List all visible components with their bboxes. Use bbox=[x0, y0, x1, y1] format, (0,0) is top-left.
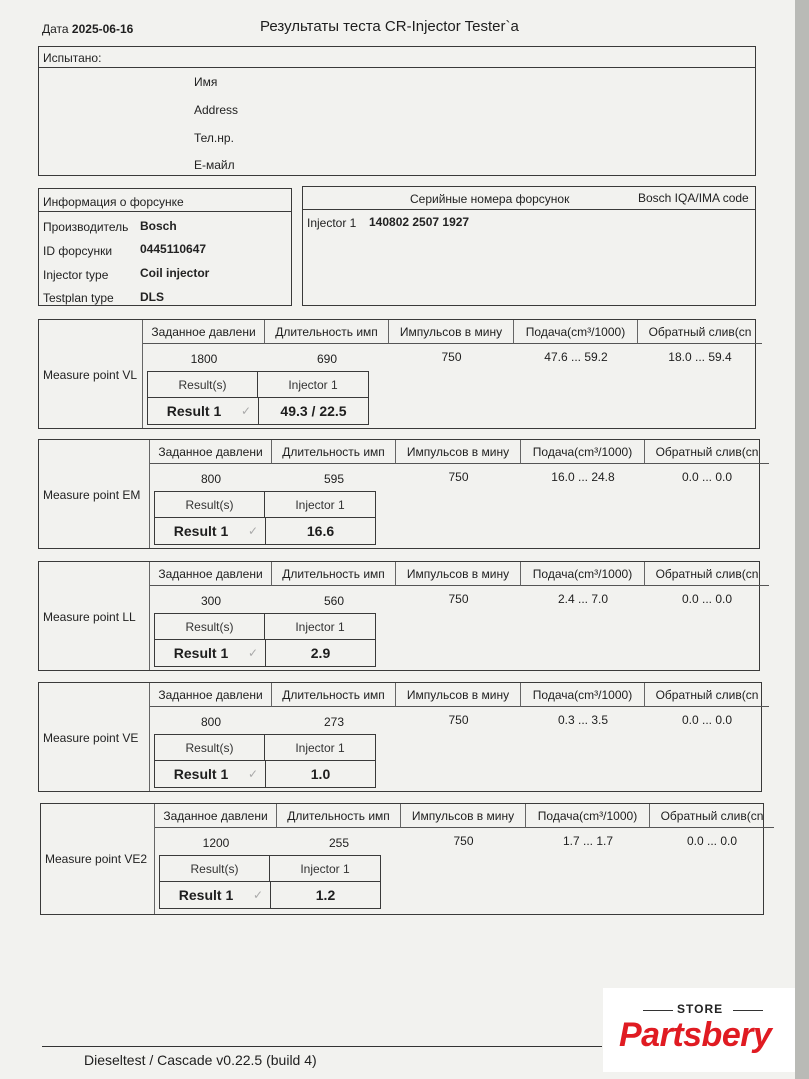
column-header-pressure: Заданное давлени bbox=[143, 320, 265, 344]
manufacturer-value: Bosch bbox=[140, 219, 177, 233]
result-value: 49.3 / 22.5 bbox=[258, 398, 368, 424]
column-header-delivery: Подача(cm³/1000) bbox=[514, 320, 638, 344]
measure-point-block bbox=[38, 682, 762, 792]
logo-store-text: STORE bbox=[677, 1002, 724, 1016]
date-label: Дата bbox=[42, 22, 69, 36]
injector-id-value: 0445110647 bbox=[140, 242, 207, 256]
value-duration: 560 bbox=[323, 594, 345, 608]
column-header-pressure: Заданное давлени bbox=[150, 440, 272, 464]
value-backflow: 0.0 ... 0.0 bbox=[681, 592, 733, 606]
result-header: Result(s) bbox=[155, 492, 265, 518]
injector-header: Injector 1 bbox=[258, 372, 368, 398]
measure-point-block bbox=[38, 561, 760, 671]
result-header: Result(s) bbox=[160, 856, 270, 882]
result-value: 16.6 bbox=[265, 518, 375, 544]
logo-rule-right bbox=[733, 1010, 763, 1011]
column-header-delivery: Подача(cm³/1000) bbox=[521, 562, 645, 586]
tested-field-address: Address bbox=[194, 103, 239, 117]
value-duration: 273 bbox=[323, 715, 345, 729]
column-header-delivery: Подача(cm³/1000) bbox=[521, 440, 645, 464]
column-header-pressure: Заданное давлени bbox=[155, 804, 277, 828]
value-backflow: 0.0 ... 0.0 bbox=[681, 713, 733, 727]
injector-header: Injector 1 bbox=[270, 856, 380, 882]
injector-header: Injector 1 bbox=[265, 492, 375, 518]
column-header-pulses: Импульсов в мину bbox=[396, 562, 521, 586]
result-value: 1.0 bbox=[265, 761, 375, 787]
result-table bbox=[147, 371, 369, 425]
result-label: Result 1 bbox=[173, 645, 229, 661]
injector-header: Injector 1 bbox=[265, 735, 375, 761]
column-header-pulses: Импульсов в мину bbox=[396, 683, 521, 707]
injector-type-value: Coil injector bbox=[140, 266, 210, 280]
column-header-duration: Длительность имп bbox=[272, 562, 396, 586]
result-header: Result(s) bbox=[155, 614, 265, 640]
column-header-pulses: Импульсов в мину bbox=[389, 320, 514, 344]
tested-section bbox=[38, 46, 756, 176]
measure-point-block bbox=[40, 803, 764, 915]
measure-point-block bbox=[38, 439, 760, 549]
injector-id-label: ID форсунки bbox=[43, 244, 113, 258]
measure-point-name: Measure point VE bbox=[43, 731, 139, 745]
testplan-type-label: Testplan type bbox=[43, 291, 114, 305]
value-pulses: 750 bbox=[448, 713, 469, 727]
column-header-backflow: Обратный слив(cn bbox=[638, 320, 762, 344]
column-header-pulses: Импульсов в мину bbox=[396, 440, 521, 464]
check-icon: ✓ bbox=[247, 646, 259, 660]
injector-type-label: Injector type bbox=[43, 268, 109, 282]
testplan-type-value: DLS bbox=[140, 290, 164, 304]
date-line bbox=[42, 22, 133, 36]
value-delivery: 0.3 ... 3.5 bbox=[557, 713, 609, 727]
value-duration: 595 bbox=[323, 472, 345, 486]
check-icon: ✓ bbox=[247, 767, 259, 781]
injector-header: Injector 1 bbox=[265, 614, 375, 640]
logo-brand-text: Partsbery bbox=[619, 1016, 772, 1054]
code-title: Bosch IQA/IMA code bbox=[638, 191, 749, 205]
check-icon: ✓ bbox=[240, 404, 252, 418]
tested-header-bar bbox=[39, 47, 755, 68]
value-pressure: 1800 bbox=[190, 352, 218, 366]
value-duration: 255 bbox=[328, 836, 350, 850]
result-header: Result(s) bbox=[155, 735, 265, 761]
measure-point-block bbox=[38, 319, 756, 429]
check-icon: ✓ bbox=[252, 888, 264, 902]
tested-field-email: E-майл bbox=[194, 158, 235, 172]
value-pressure: 300 bbox=[200, 594, 222, 608]
value-pulses: 750 bbox=[453, 834, 474, 848]
column-header-duration: Длительность имп bbox=[265, 320, 389, 344]
footer-text: Dieseltest / Cascade v0.22.5 (build 4) bbox=[84, 1052, 317, 1068]
manufacturer-label: Производитель bbox=[43, 220, 129, 234]
measure-point-name: Measure point LL bbox=[43, 610, 136, 624]
result-value: 1.2 bbox=[270, 882, 380, 908]
measure-point-name: Measure point VL bbox=[43, 368, 138, 382]
column-header-duration: Длительность имп bbox=[272, 440, 396, 464]
value-backflow: 18.0 ... 59.4 bbox=[668, 350, 732, 364]
date-value: 2025-06-16 bbox=[71, 22, 134, 36]
value-backflow: 0.0 ... 0.0 bbox=[686, 834, 738, 848]
value-pulses: 750 bbox=[448, 470, 469, 484]
column-header-delivery: Подача(cm³/1000) bbox=[526, 804, 650, 828]
value-delivery: 1.7 ... 1.7 bbox=[562, 834, 614, 848]
check-icon: ✓ bbox=[247, 524, 259, 538]
result-label: Result 1 bbox=[166, 403, 222, 419]
column-header-pressure: Заданное давлени bbox=[150, 562, 272, 586]
tested-label: Испытано: bbox=[43, 51, 102, 65]
result-table bbox=[154, 613, 376, 667]
serials-section bbox=[302, 186, 756, 306]
result-label: Result 1 bbox=[173, 766, 229, 782]
tested-field-phone: Тел.нр. bbox=[194, 131, 234, 145]
logo-rule-left bbox=[643, 1010, 673, 1011]
result-label: Result 1 bbox=[173, 523, 229, 539]
column-header-backflow: Обратный слив(cn bbox=[645, 683, 769, 707]
value-pressure: 800 bbox=[200, 715, 222, 729]
column-header-backflow: Обратный слив(cn bbox=[645, 440, 769, 464]
page-edge bbox=[795, 0, 809, 1079]
result-table bbox=[159, 855, 381, 909]
column-header-pulses: Импульсов в мину bbox=[401, 804, 526, 828]
value-pulses: 750 bbox=[448, 592, 469, 606]
column-header-duration: Длительность имп bbox=[272, 683, 396, 707]
value-backflow: 0.0 ... 0.0 bbox=[681, 470, 733, 484]
value-pressure: 1200 bbox=[202, 836, 230, 850]
result-table bbox=[154, 491, 376, 545]
measure-point-name: Measure point VE2 bbox=[45, 852, 148, 866]
injector-info-section bbox=[38, 188, 292, 306]
injector-info-title: Информация о форсунке bbox=[43, 195, 184, 209]
value-pulses: 750 bbox=[441, 350, 462, 364]
value-delivery: 47.6 ... 59.2 bbox=[544, 350, 608, 364]
result-table bbox=[154, 734, 376, 788]
column-header-backflow: Обратный слив(cn bbox=[645, 562, 769, 586]
result-label: Result 1 bbox=[178, 887, 234, 903]
column-header-backflow: Обратный слив(cn bbox=[650, 804, 774, 828]
page-title: Результаты теста CR-Injector Tester`a bbox=[260, 18, 519, 35]
value-delivery: 2.4 ... 7.0 bbox=[557, 592, 609, 606]
tested-field-name: Имя bbox=[194, 75, 218, 89]
value-pressure: 800 bbox=[200, 472, 222, 486]
value-delivery: 16.0 ... 24.8 bbox=[551, 470, 615, 484]
column-header-pressure: Заданное давлени bbox=[150, 683, 272, 707]
serial-injector-label: Injector 1 bbox=[307, 216, 357, 230]
value-duration: 690 bbox=[316, 352, 338, 366]
column-header-delivery: Подача(cm³/1000) bbox=[521, 683, 645, 707]
serials-title: Серийные номера форсунок bbox=[410, 192, 570, 206]
measure-point-name: Measure point EM bbox=[43, 488, 141, 502]
serial-injector-value: 140802 2507 1927 bbox=[369, 215, 470, 229]
result-header: Result(s) bbox=[148, 372, 258, 398]
footer-rule bbox=[42, 1046, 602, 1047]
partsbery-logo bbox=[603, 988, 803, 1072]
column-header-duration: Длительность имп bbox=[277, 804, 401, 828]
result-value: 2.9 bbox=[265, 640, 375, 666]
